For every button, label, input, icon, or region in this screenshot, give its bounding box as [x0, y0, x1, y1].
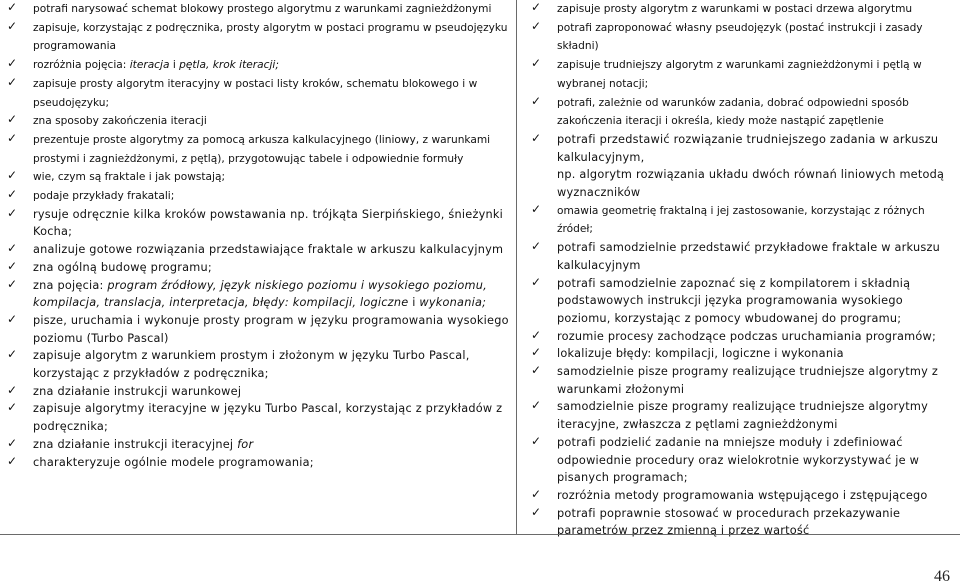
checkmark-icon: ✓: [7, 18, 18, 33]
left-column: [0, 0, 517, 535]
italic-term: wykonania;: [419, 296, 487, 310]
right-item: [517, 398, 960, 433]
text-segment: potrafi samodzielnie zapoznać się z kompilatorem i składnią podstawowych instrukcji języka programowania wysokiego poziomu, korzystając z pomocy wbudowanej do programu;: [557, 276, 911, 325]
text-segment: zapisuje algorytm z warunkiem prostym i złożonym w języku Turbo Pascal, korzystając z przykładów z podręcznika;: [33, 349, 470, 381]
left-item-text: [33, 59, 279, 71]
text-segment: zna działanie instrukcji warunkowej: [33, 384, 242, 398]
right-item-text: [557, 365, 938, 396]
right-item: [517, 239, 960, 274]
left-item: [0, 454, 516, 472]
right-item-text: [557, 3, 912, 15]
text-segment: omawia geometrię fraktalną i jej zastosowanie, korzystając z różnych źródeł;: [557, 204, 925, 236]
text-segment: i: [408, 296, 420, 310]
right-item-text: [557, 400, 928, 431]
item-example-text: np. algorytm rozwiązania układu dwóch równań liniowych metodą wyznaczników: [557, 168, 945, 200]
right-item: [517, 363, 960, 398]
checkmark-icon: ✓: [7, 258, 18, 273]
checkmark-icon: ✓: [531, 274, 542, 289]
left-item: [0, 168, 516, 187]
text-segment: zna ogólną budowę programu;: [33, 260, 212, 274]
text-segment: rozróżnia pojęcia:: [33, 59, 130, 72]
text-segment: prezentuje proste algorytmy za pomocą arkusza kalkulacyjnego (liniowy, z warunkami prostymi i zagnieżdżonymi, z pętlą), przygotowując tabele i odpowiednie formuły: [33, 133, 491, 165]
italic-term: program źródłowy, język niskiego poziomu i wysokiego poziomu, kompilacja, translacja, interpretacja, błędy: kompilacji, logiczne: [33, 278, 487, 310]
left-item-text: [33, 190, 174, 202]
checkmark-icon: ✓: [7, 347, 18, 362]
right-item: [517, 19, 960, 56]
checkmark-icon: ✓: [531, 201, 542, 216]
checkmark-icon: ✓: [7, 400, 18, 415]
text-segment: potrafi zaproponować własny pseudojęzyk (postać instrukcji i zasady składni): [557, 21, 923, 53]
left-item-text: [33, 385, 241, 398]
left-item-text: [33, 438, 253, 451]
checkmark-icon: ✓: [7, 112, 18, 127]
page-number: 46: [934, 568, 950, 585]
italic-term: for: [237, 437, 254, 451]
left-item: [0, 241, 516, 259]
text-segment: potrafi przedstawić rozwiązanie trudniejszego zadania w arkuszu kalkulacyjnym,: [557, 132, 939, 164]
checkmark-icon: ✓: [531, 0, 542, 14]
text-segment: lokalizuje błędy: kompilacji, logiczne i wykonania: [557, 347, 844, 361]
right-item: [517, 94, 960, 131]
right-item-text: [557, 59, 922, 90]
italic-term: pętla, krok iteracji;: [179, 59, 279, 72]
left-item-text: [33, 134, 490, 165]
text-segment: zna pojęcia:: [33, 278, 108, 292]
left-item-text: [33, 261, 212, 274]
checkmark-icon: ✓: [531, 363, 542, 378]
right-item: [517, 131, 960, 202]
checkmark-icon: ✓: [531, 486, 542, 501]
left-item: [0, 259, 516, 277]
left-item: [0, 383, 516, 401]
left-item: [0, 400, 516, 435]
left-item-text: [33, 171, 225, 183]
checkmark-icon: ✓: [531, 345, 542, 360]
checkmark-icon: ✓: [7, 205, 18, 220]
left-item-text: [33, 349, 470, 380]
right-item: [517, 345, 960, 363]
checkmark-icon: ✓: [7, 453, 18, 468]
text-segment: rozróżnia metody programowania wstępującego i zstępującego: [557, 488, 928, 502]
checkmark-icon: ✓: [531, 130, 542, 145]
left-item-text: [33, 78, 477, 109]
right-item-text: [557, 133, 938, 164]
text-segment: pisze, uruchamia i wykonuje prosty program w języku programowania wysokiego poziomu (Turbo Pascal): [33, 313, 509, 345]
right-item-text: [557, 507, 900, 538]
left-item-text: [33, 243, 503, 256]
left-item: [0, 347, 516, 382]
left-item: [0, 206, 516, 241]
right-item: [517, 0, 960, 19]
right-item-text: [557, 330, 936, 343]
text-segment: potrafi, zależnie od warunków zadania, dobrać odpowiedni sposób zakończenia iteracji i określa, kiedy może nastąpić zapętlenie: [557, 96, 909, 128]
checkmark-icon: ✓: [7, 241, 18, 256]
left-item: [0, 75, 516, 112]
left-item: [0, 56, 516, 75]
left-criteria-list: [0, 0, 516, 471]
left-item-text: [33, 115, 207, 127]
left-item-text: [33, 314, 509, 345]
checkmark-icon: ✓: [7, 168, 18, 183]
italic-term: iteracja: [129, 59, 170, 72]
text-segment: zna sposoby zakończenia iteracji: [33, 115, 207, 128]
left-item: [0, 436, 516, 454]
left-item-text: [33, 279, 487, 310]
text-segment: charakteryzuje ogólnie modele programowania;: [33, 455, 314, 469]
checkmark-icon: ✓: [7, 311, 18, 326]
text-segment: samodzielnie pisze programy realizujące trudniejsze algorytmy z warunkami złożonymi: [557, 365, 939, 396]
text-segment: potrafi samodzielnie przedstawić przykładowe fraktale w arkuszu kalkulacyjnym: [557, 241, 941, 272]
text-segment: zapisuje trudniejszy algorytm z warunkami zagnieżdżonymi i pętlą w wybranej notacji;: [557, 59, 922, 90]
checkmark-icon: ✓: [531, 433, 542, 448]
right-item-text: [557, 205, 925, 236]
right-item-text: [557, 489, 928, 502]
checkmark-icon: ✓: [531, 327, 542, 342]
left-item: [0, 112, 516, 131]
left-item: [0, 312, 516, 347]
text-segment: i: [169, 59, 180, 72]
checkmark-icon: ✓: [7, 276, 18, 291]
right-item: [517, 328, 960, 346]
right-criteria-list: [517, 0, 960, 540]
left-item-text: [33, 402, 502, 433]
checkmark-icon: ✓: [531, 18, 542, 33]
right-item-text: [557, 22, 923, 53]
right-item: [517, 202, 960, 239]
table-bottom-border: [0, 534, 960, 535]
left-item: [0, 19, 516, 56]
text-segment: potrafi poprawnie stosować w procedurach przekazywanie parametrów przez zmienną i przez wartość: [557, 506, 901, 538]
checkmark-icon: ✓: [531, 56, 542, 71]
right-item-text: [557, 241, 940, 272]
text-segment: zapisuje prosty algorytm z warunkami w postaci drzewa algorytmu: [557, 3, 913, 15]
right-item: [517, 56, 960, 93]
right-item-text: [557, 347, 844, 360]
right-item: [517, 434, 960, 487]
checkmark-icon: ✓: [7, 0, 18, 14]
right-item: [517, 275, 960, 328]
left-item: [0, 131, 516, 168]
checkmark-icon: ✓: [531, 504, 542, 519]
checkmark-icon: ✓: [531, 239, 542, 254]
checkmark-icon: ✓: [7, 382, 18, 397]
text-segment: zna działanie instrukcji iteracyjnej: [33, 437, 238, 451]
checkmark-icon: ✓: [7, 187, 18, 202]
text-segment: potrafi narysować schemat blokowy prostego algorytmu z warunkami zagnieżdżonymi: [33, 3, 492, 15]
text-segment: rysuje odręcznie kilka kroków powstawania np. trójkąta Sierpińskiego, śnieżynki Kocha;: [33, 207, 504, 239]
left-item-text: [33, 3, 491, 15]
left-item: [0, 0, 516, 19]
right-item-text: [557, 277, 910, 325]
checkmark-icon: ✓: [531, 93, 542, 108]
left-item: [0, 187, 516, 206]
left-item-text: [33, 208, 503, 239]
text-segment: zapisuje, korzystając z podręcznika, prosty algorytm w postaci programu w pseudojęzyku programowania: [33, 21, 508, 53]
text-segment: zapisuje algorytmy iteracyjne w języku Turbo Pascal, korzystając z przykładów z podręcznika;: [33, 402, 503, 434]
right-item-text: [557, 97, 909, 128]
right-column: [516, 0, 960, 538]
left-item-text: [33, 22, 507, 53]
checkmark-icon: ✓: [7, 130, 18, 145]
right-item-text: [557, 436, 919, 484]
text-segment: rozumie procesy zachodzące podczas uruchamiania programów;: [557, 329, 937, 343]
checkmark-icon: ✓: [7, 435, 18, 450]
text-segment: analizuje gotowe rozwiązania przedstawiające fraktale w arkuszu kalkulacyjnym: [33, 243, 504, 257]
left-item: [0, 277, 516, 312]
left-item-text: [33, 456, 314, 469]
checkmark-icon: ✓: [7, 56, 18, 71]
checkmark-icon: ✓: [531, 398, 542, 413]
text-segment: samodzielnie pisze programy realizujące trudniejsze algorytmy iteracyjne, zwłaszcza z pętlami zagnieżdżonymi: [557, 400, 929, 432]
text-segment: podaje przykłady frakatali;: [33, 190, 175, 203]
text-segment: potrafi podzielić zadanie na mniejsze moduły i zdefiniować odpowiednie procedury oraz wielokrotnie wykorzystywać je w pisanych programach;: [557, 435, 920, 485]
text-segment: wie, czym są fraktale i jak powstają;: [33, 171, 226, 184]
right-item: [517, 487, 960, 505]
checkmark-icon: ✓: [7, 74, 18, 89]
text-segment: zapisuje prosty algorytm iteracyjny w postaci listy kroków, schematu blokowego i w pseudojęzyku;: [33, 77, 478, 109]
